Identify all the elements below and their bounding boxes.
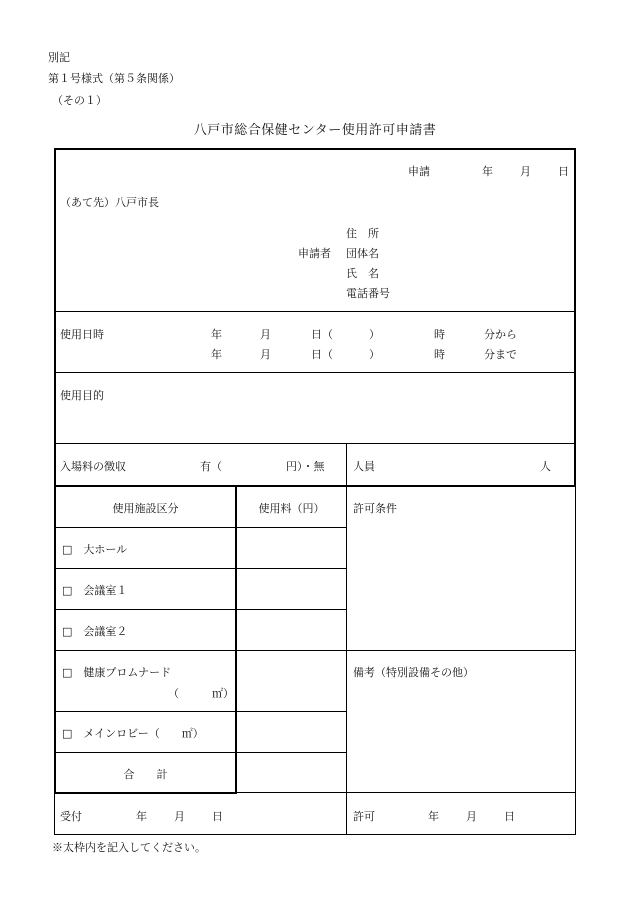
- facility-fee-header: 使用料（円）: [258, 502, 325, 515]
- from-hour: 時: [434, 328, 445, 341]
- to-weekday-close: ）: [369, 348, 380, 361]
- to-year: 年: [211, 348, 222, 361]
- form-number: 第１号様式（第５条関係）: [48, 72, 180, 85]
- facility-item: □ 会議室１: [62, 584, 128, 597]
- to-hour: 時: [434, 348, 445, 361]
- from-weekday-close: ）: [369, 328, 380, 341]
- facility-item: □ 健康プロムナード: [62, 666, 172, 679]
- promenade-area: （ ㎡）: [168, 687, 234, 700]
- from-day: 日（: [311, 328, 333, 341]
- instruction-note: ※太枠内を記入してください。: [52, 841, 206, 854]
- applicant-label: 申請者: [298, 247, 331, 260]
- form-part: （その１）: [52, 94, 107, 107]
- purpose-label: 使用目的: [60, 389, 104, 402]
- name-label: 氏 名: [346, 267, 379, 280]
- permission-year: 年: [428, 810, 439, 823]
- people-unit: 人: [540, 460, 551, 473]
- page-title: 八戸市総合保健センター使用許可申請書: [193, 123, 437, 138]
- permission-label: 許可: [353, 810, 375, 823]
- entrance-fee-label: 入場料の徴収: [60, 460, 126, 473]
- attachment-label: 別記: [48, 51, 70, 64]
- apply-month: 月: [520, 165, 531, 178]
- facility-category-header: 使用施設区分: [112, 502, 179, 515]
- total-label: 合 計: [123, 768, 168, 781]
- facility-item: □ メインロビー（ ㎡）: [62, 727, 204, 740]
- facility-item: □ 大ホール: [62, 543, 128, 556]
- conditions-label: 許可条件: [353, 502, 397, 515]
- to-month: 月: [260, 348, 271, 361]
- reception-month: 月: [174, 810, 185, 823]
- group-label: 団体名: [346, 247, 379, 260]
- to-minute: 分まで: [484, 348, 517, 361]
- reception-year: 年: [136, 810, 147, 823]
- apply-year: 年: [482, 165, 493, 178]
- address-label: 住 所: [346, 227, 379, 240]
- apply-label: 申請: [408, 165, 430, 178]
- from-minute: 分から: [484, 328, 517, 341]
- reception-day: 日: [212, 810, 223, 823]
- addressee: （あて先）八戸市長: [60, 196, 159, 209]
- reception-label: 受付: [60, 810, 82, 823]
- permission-month: 月: [466, 810, 477, 823]
- facility-item: □ 会議室２: [62, 625, 128, 638]
- apply-day: 日: [558, 165, 569, 178]
- remarks-label: 備考（特別設備その他）: [353, 666, 474, 679]
- usage-datetime-label: 使用日時: [60, 328, 104, 341]
- fee-yes: 有（: [200, 460, 222, 473]
- phone-label: 電話番号: [346, 287, 390, 300]
- to-day: 日（: [311, 348, 333, 361]
- people-label: 人員: [353, 460, 375, 473]
- from-year: 年: [211, 328, 222, 341]
- permission-day: 日: [504, 810, 515, 823]
- from-month: 月: [260, 328, 271, 341]
- fee-yen-none: 円）・無: [286, 460, 325, 473]
